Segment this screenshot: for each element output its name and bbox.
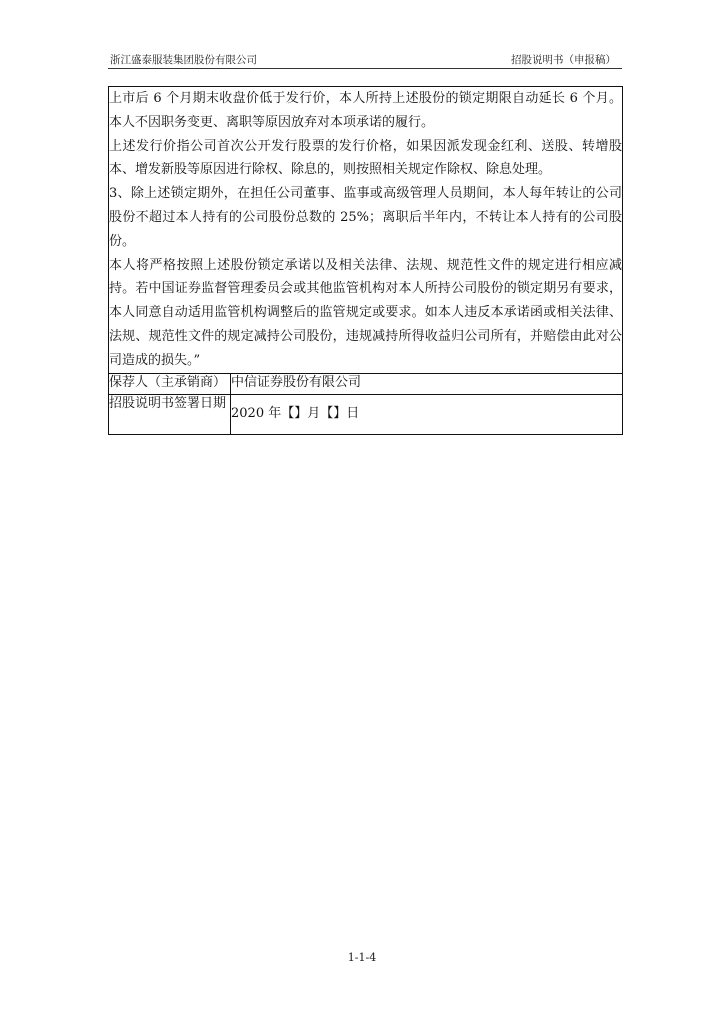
page-number: 1-1-4 xyxy=(347,951,377,964)
header-divider xyxy=(108,68,622,69)
commitment-paragraph: 上市后 6 个月期末收盘价低于发行价，本人所持上述股份的锁定期限自动延长 6 个月。本人不因职务变更、离职等原因放弃对本项承诺的履行。 xyxy=(109,91,622,130)
sponsor-value: 中信证券股份有限公司 xyxy=(231,373,623,394)
sponsor-row xyxy=(109,373,623,394)
info-table xyxy=(108,86,623,435)
header-company-name: 浙江盛泰服装集团股份有限公司 xyxy=(110,54,257,66)
info-table-container xyxy=(108,86,622,435)
header-document-title: 招股说明书（申报稿） xyxy=(511,54,616,66)
signing-date-row xyxy=(109,394,623,434)
commitment-row xyxy=(109,87,623,374)
signing-date-label: 招股说明书签署日期 xyxy=(109,394,231,434)
signing-date-value: 2020 年【】月【】日 xyxy=(231,394,623,434)
sponsor-label: 保荐人（主承销商） xyxy=(109,373,231,394)
commitment-paragraph: 上述发行价指公司首次公开发行股票的发行价格，如果因派发现金红利、送股、转增股本、增发新股等原因进行除权、除息的，则按照相关规定作除权、除息处理。 xyxy=(109,138,622,178)
commitment-paragraph: 3、除上述锁定期外，在担任公司董事、监事或高级管理人员期间，本人每年转让的公司股份不超过本人持有的公司股份总数的 25%；离职后半年内，不转让本人持有的公司股份。 xyxy=(109,186,622,249)
page-header xyxy=(108,51,622,69)
commitment-paragraph: 本人将严格按照上述股份锁定承诺以及相关法律、法规、规范性文件的规定进行相应减持。若中国证券监督管理委员会或其他监管机构对本人所持公司股份的锁定期另有要求，本人同意自动适用监管机构调整后的监管规定或要求。如本人违反本承诺函或相关法律、法规、规范性文件的规定减持公司股份，违规减持所得收益归公司所有，并赔偿由此对公司造成的损失。” xyxy=(109,257,622,368)
commitment-cell xyxy=(109,87,623,374)
